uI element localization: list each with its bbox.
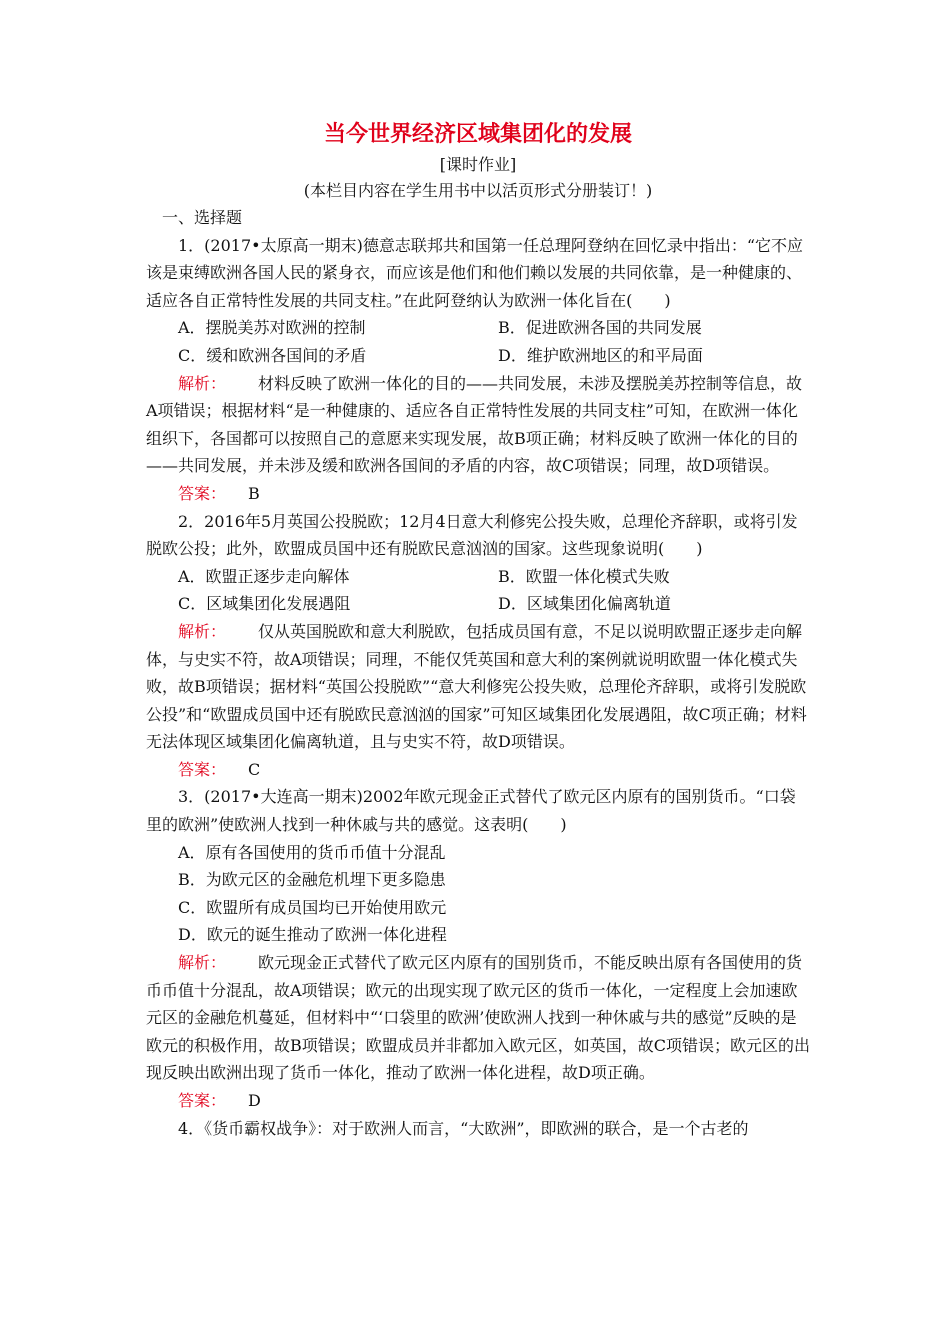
option-a: A．原有各国使用的货币币值十分混乱 [178,842,446,862]
option-d: D．维护欧洲地区的和平局面 [498,345,703,365]
option-c: C．欧盟所有成员国均已开始使用欧元 [178,897,447,917]
page-title: 当今世界经济区域集团化的发展 [323,122,632,147]
analysis-text: 欧元现金正式替代了欧元区内原有的国别货币，不能反映出原有各国使用的货币币值十分混乱，故A项错误；欧元的出现实现了欧元区的货币一体化，一定程度上会加速欧元区的金融危机蔓延，但材料中“‘口袋里的欧洲’使欧洲人找到一种休戚与共的感觉”反映的是欧元的积极作用，故B项错误；欧盟成员并非都加入欧元区，如英国，故C项错误；欧元区的出现反映出欧洲出现了货币一体化，推动了欧洲一体化进程，故D项正确。 [146,953,811,1083]
subtitle: [课时作业] [439,155,517,174]
option-b: B．促进欧洲各国的共同发展 [498,318,702,338]
analysis-label: 解析： [178,373,227,393]
question-3-stem: 3．(2017•大连高一期末)2002年欧元现金正式替代了欧元区内原有的国别货币。“口袋里的欧洲”使欧洲人找到一种休戚与共的感觉。这表明( ) [146,787,796,835]
answer-value: C [248,759,261,779]
question-2-options [146,563,810,618]
option-d: D．区域集团化偏离轨道 [498,594,671,614]
answer-label: 答案： [178,759,227,779]
question-3-analysis [146,949,810,1087]
section-heading: 一、选择题 [162,208,243,227]
question-1-answer [146,480,810,508]
binding-note: (本栏目内容在学生用书中以活页形式分册装订！) [303,181,653,200]
option-b: B．欧盟一体化模式失败 [498,566,670,586]
answer-value: D [248,1091,261,1110]
question-1-options [146,314,810,369]
analysis-text: 仅从英国脱欧和意大利脱欧，包括成员国有意，不足以说明欧盟正逐步走向解体，与史实不符，故A项错误；同理，不能仅凭英国和意大利的案例就说明欧盟一体化模式失败，故B项错误；据材料“英国公投脱欧”“意大利修宪公投失败，总理伦齐辞职，或将引发脱欧公投”和“欧盟成员国中还有脱欧民意汹汹的国家”可知区域集团化发展遇阻，故C项正确；材料无法体现区域集团化偏离轨道，且与史实不符，故D项错误。 [146,621,807,752]
question-2-stem: 2．2016年5月英国公投脱欧；12月4日意大利修宪公投失败，总理伦齐辞职，或将引发脱欧公投；此外，欧盟成员国中还有脱欧民意汹汹的国家。这些现象说明( ) [146,511,798,559]
analysis-text: 材料反映了欧洲一体化的目的——共同发展，未涉及摆脱美苏控制等信息，故A项错误；根据材料“是一种健康的、适应各自正常特性发展的共同支柱”可知，在欧洲一体化组织下，各国都可以按照自己的意愿来实现发展，故B项正确；材料反映了欧洲一体化的目的——共同发展，并未涉及缓和欧洲各国间的矛盾的内容，故C项错误；同理，故D项错误。 [146,373,803,476]
analysis-label: 解析： [178,621,227,641]
answer-label: 答案： [178,483,227,503]
question-2-answer [146,756,810,784]
option-a: A．摆脱美苏对欧洲的控制 [178,318,366,338]
option-c: C．缓和欧洲各国间的矛盾 [178,345,367,365]
analysis-label: 解析： [178,953,227,973]
option-b: B．为欧元区的金融危机埋下更多隐患 [178,870,446,890]
question-2-analysis [146,618,810,756]
question-1-analysis [146,370,810,480]
answer-value: B [248,483,260,503]
question-3-answer [146,1087,810,1115]
option-a: A．欧盟正逐步走向解体 [178,566,350,586]
option-c: C．区域集团化发展遇阻 [178,594,351,614]
question-1-stem: 1．(2017•太原高一期末)德意志联邦共和国第一任总理阿登纳在回忆录中指出：“它不应该是束缚欧洲各国人民的紧身衣，而应该是他们和他们赖以发展的共同依靠，是一种健康的、适应各自正常特性发展的共同支柱。”在此阿登纳认为欧洲一体化旨在( ) [146,235,804,310]
option-d: D．欧元的诞生推动了欧洲一体化进程 [178,925,447,945]
answer-label: 答案： [178,1091,227,1110]
question-4-stem: 4．《货币霸权战争》：对于欧洲人而言，“大欧洲”，即欧洲的联合，是一个古老的 [178,1118,749,1138]
